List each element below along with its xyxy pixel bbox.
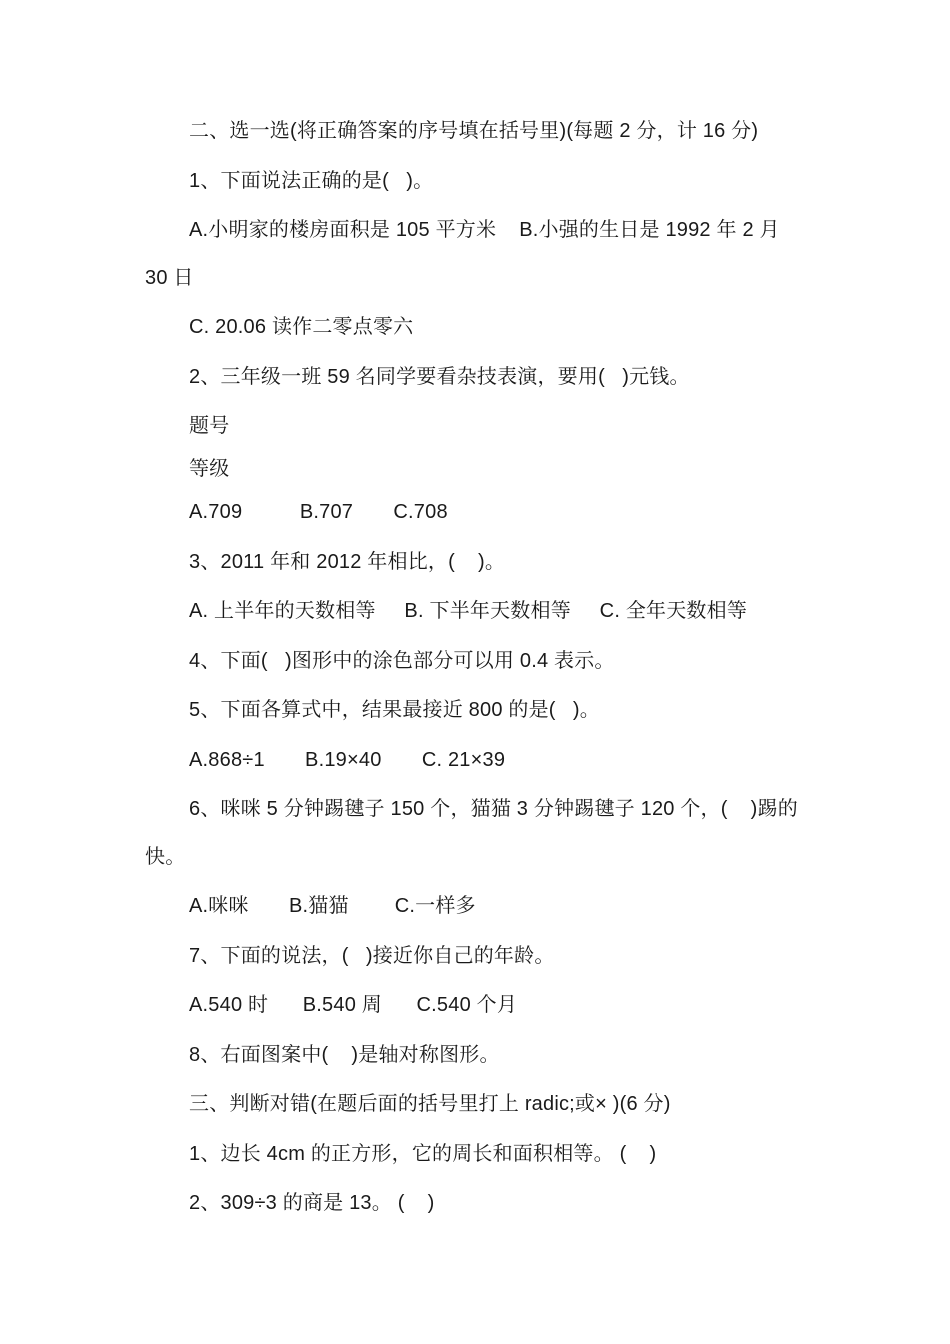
question-options: A.709 B.707 C.708	[189, 501, 448, 523]
document-body	[145, 0, 807, 1216]
question-options: A.小明家的楼房面积是 105 平方米 B.小强的生日是 1992 年 2 月 30 日	[145, 219, 786, 289]
question-text: 1、边长 4cm 的正方形，它的周长和面积相等。 ( )	[189, 1142, 657, 1165]
section-heading: 二、选一选(将正确答案的序号填在括号里)(每题 2 分，计 16 分)	[189, 120, 759, 142]
question-options: C. 20.06 读作二零点零六	[189, 316, 414, 338]
question-text: 5、下面各算式中，结果最接近 800 的是( )。	[189, 699, 600, 721]
question-text: 8、右面图案中( )是轴对称图形。	[189, 1043, 500, 1066]
question-text: 6、咪咪 5 分钟踢毽子 150 个，猫猫 3 分钟踢毽子 120 个，( )踢的快。	[145, 798, 798, 868]
question-text: 7、下面的说法，( )接近你自己的年龄。	[189, 944, 555, 967]
question-options: A.868÷1 B.19×40 C. 21×39	[189, 748, 506, 771]
table-label: 等级	[189, 458, 230, 480]
question-text: 2、309÷3 的商是 13。 ( )	[189, 1192, 435, 1214]
question-options: A.540 时 B.540 周 C.540 个月	[189, 994, 518, 1016]
table-label: 题号	[189, 415, 230, 437]
question-text: 3、2011 年和 2012 年相比，( )。	[189, 550, 506, 573]
question-options: A. 上半年的天数相等 B. 下半年天数相等 C. 全年天数相等	[189, 600, 748, 622]
question-text: 1、下面说法正确的是( )。	[189, 169, 434, 192]
question-text: 4、下面( )图形中的涂色部分可以用 0.4 表示。	[189, 649, 615, 672]
section-heading: 三、判断对错(在题后面的括号里打上 radic;或× )(6 分)	[189, 1093, 671, 1115]
question-text: 2、三年级一班 59 名同学要看杂技表演，要用( )元钱。	[189, 365, 690, 388]
question-options: A.咪咪 B.猫猫 C.一样多	[189, 895, 476, 917]
